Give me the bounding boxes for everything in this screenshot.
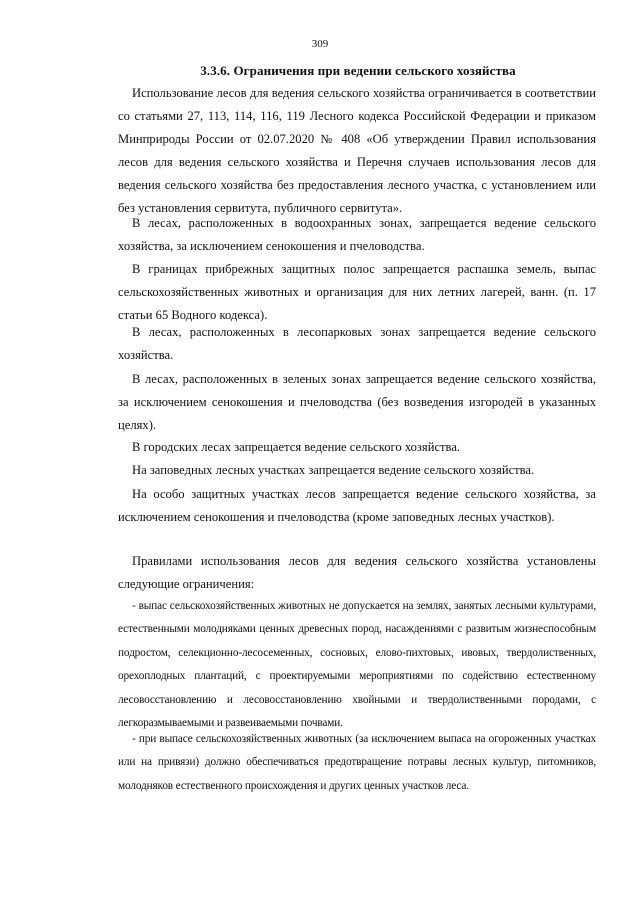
section-heading: 3.3.6. Ограничения при ведении сельского хозяйства [200, 63, 516, 78]
paragraph-special-protection-areas: На особо защитных участках лесов запрещается ведение сельского хозяйства, за исключением сенокошения и пчеловодства (кроме заповедных лесных участков). [118, 487, 596, 524]
paragraph-green-zones: В лесах, расположенных в зеленых зонах запрещается ведение сельского хозяйства, за исключением сенокошения и пчеловодства (без возведения изгородей в указанных целях). [118, 372, 596, 432]
paragraph-forest-park-zones: В лесах, расположенных в лесопарковых зонах запрещается ведение сельского хозяйства. [118, 325, 596, 362]
paragraph-reserved-areas: На заповедных лесных участках запрещается ведение сельского хозяйства. [132, 463, 535, 477]
restriction-list-item: - выпас сельскохозяйственных животных не допускается на землях, занятых лесными культурами, естественными молодняками ценных древесных пород, насаждениями с развитым жизнеспособным подростом, селекционно-лесосеменных, сосновых, елово-пихтовых, ивовых, твердолиственных, орехоплодных плантаций, с проектируемыми мероприятиями по содействию естественному лесовосстановлению и лесовосстановлению хвойными и твердолиственными породами, с легкоразмываемыми и развеиваемыми почвами. [118, 600, 596, 730]
paragraph-coastal-strips: В границах прибрежных защитных полос запрещается распашка земель, выпас сельскохозяйственных животных и организация для них летних лагерей, ванн. (п. 17 статьи 65 Водного кодекса). [118, 262, 596, 322]
paragraph-urban-forests: В городских лесах запрещается ведение сельского хозяйства. [132, 440, 461, 454]
paragraph-water-protection-zones: В лесах, расположенных в водоохранных зонах, запрещается ведение сельского хозяйства, за исключением сенокошения и пчеловодства. [118, 216, 596, 253]
paragraph-rules-intro: Правилами использования лесов для ведения сельского хозяйства установлены следующие ограничения: [118, 554, 596, 591]
paragraph-legal-basis: Использование лесов для ведения сельского хозяйства ограничивается в соответствии со статьями 27, 113, 114, 116, 119 Лесного кодекса Российской Федерации и приказом Минприроды России от 02.07.2020 № 408 «Об утверждении Правил использования лесов для ведения сельского хозяйства и Перечня случаев использования лесов для ведения сельского хозяйства без предоставления лесного участка, с установлением или без установления сервитута, публичного сервитута». [118, 86, 596, 215]
restriction-list-item: - при выпасе сельскохозяйственных животных (за исключением выпаса на огороженных участках или на привязи) должно обеспечиваться предотвращение потравы лесных культур, питомников, молодняков естественного происхождения и других ценных участков леса. [118, 733, 596, 792]
page-number: 309 [311, 38, 329, 50]
